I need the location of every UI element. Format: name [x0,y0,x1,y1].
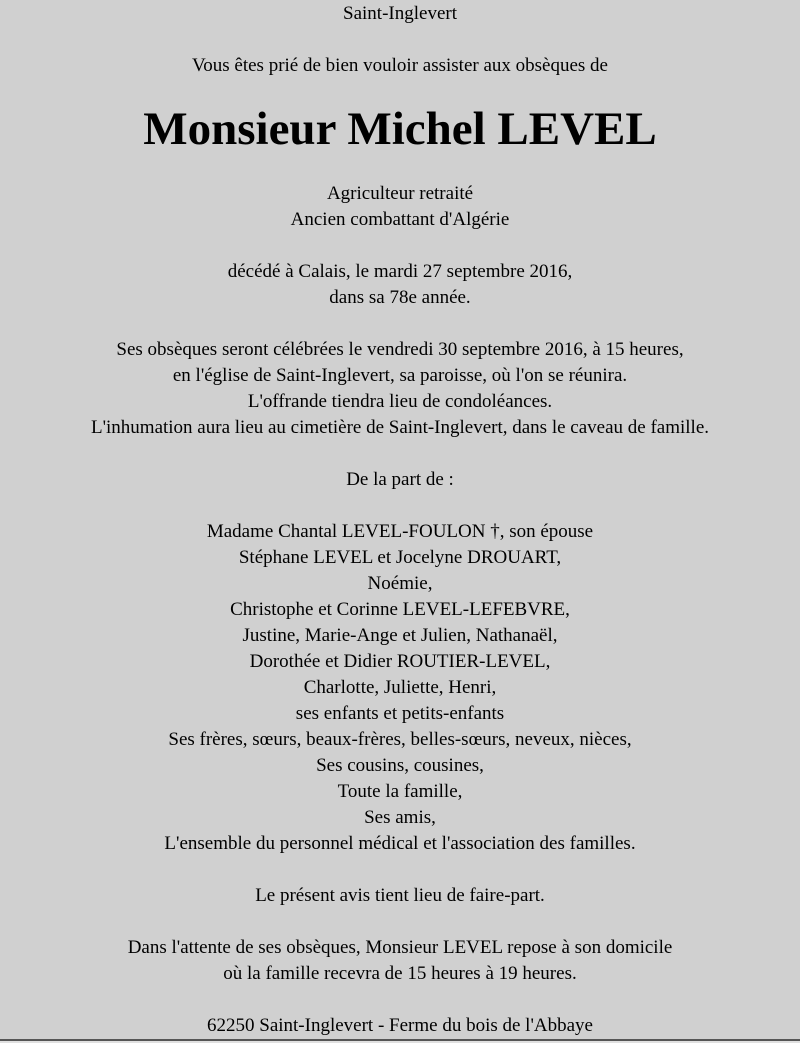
ceremony-block [0,337,800,441]
town-heading: Saint-Inglevert [343,3,457,24]
ceremony-line: en l'église de Saint-Inglevert, sa paroisse, où l'on se réunira. [172,365,628,386]
family-member: Ses cousins, cousines, [316,755,484,776]
rest-line: Dans l'attente de ses obsèques, Monsieur LEVEL repose à son domicile [127,937,673,958]
rest-line: où la famille recevra de 15 heures à 19 heures. [223,963,577,984]
rest-block [0,935,800,987]
death-line: décédé à Calais, le mardi 27 septembre 2016, [227,261,573,282]
family-member: Dorothée et Didier ROUTIER-LEVEL, [249,651,551,672]
family-member: Ses frères, sœurs, beaux-frères, belles-sœurs, neveux, nièces, [168,729,632,750]
address-line: 62250 Saint-Inglevert - Ferme du bois de l'Abbaye [207,1015,593,1036]
family-member: Toute la famille, [337,781,463,802]
faire-part-notice: Le présent avis tient lieu de faire-part. [255,885,545,906]
death-block [0,259,800,311]
family-member: L'ensemble du personnel médical et l'association des familles. [164,833,636,854]
death-line: dans sa 78e année. [329,287,471,308]
profession-line: Ancien combattant d'Algérie [290,209,510,230]
family-member: Ses amis, [364,807,436,828]
family-member: ses enfants et petits-enfants [295,703,505,724]
family-member: Charlotte, Juliette, Henri, [303,677,497,698]
profession-block [0,181,800,233]
deceased-name: Monsieur Michel LEVEL [143,103,657,155]
ceremony-line: Ses obsèques seront célébrées le vendredi 30 septembre 2016, à 15 heures, [116,339,684,360]
family-list [0,519,800,857]
ceremony-line: L'inhumation aura lieu au cimetière de Saint-Inglevert, dans le caveau de famille. [90,417,710,438]
family-member: Noémie, [367,573,433,594]
profession-line: Agriculteur retraité [326,183,474,204]
family-member: Madame Chantal LEVEL-FOULON †, son épouse [206,521,594,542]
family-member: Christophe et Corinne LEVEL-LEFEBVRE, [230,599,570,620]
family-member: Stéphane LEVEL et Jocelyne DROUART, [238,547,562,568]
ceremony-line: L'offrande tiendra lieu de condoléances. [247,391,553,412]
family-member: Justine, Marie-Ange et Julien, Nathanaël, [242,625,558,646]
invitation-text: Vous êtes prié de bien vouloir assister aux obsèques de [192,55,608,76]
from-label: De la part de : [346,469,454,490]
